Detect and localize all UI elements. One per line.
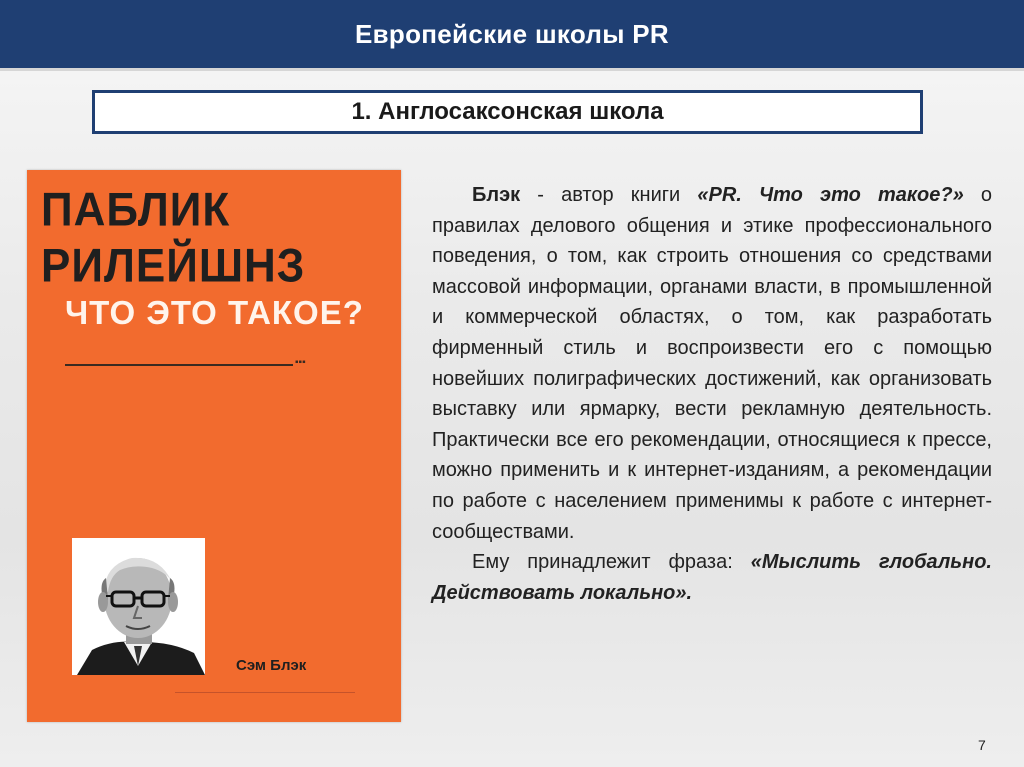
book-divider <box>65 364 293 366</box>
book-cover-image <box>27 170 401 722</box>
page-number: 7 <box>978 737 986 753</box>
author-portrait-drawing <box>72 538 205 675</box>
author-portrait <box>72 538 205 675</box>
slide-header <box>0 0 1024 71</box>
book-name: «PR. Что это такое?» <box>697 184 964 206</box>
book-author: Сэм Блэк <box>236 657 307 674</box>
book-title <box>41 180 305 292</box>
book-title-line-2: РИЛЕЙШНЗ <box>41 239 306 293</box>
book-divider-mark: ▪▪▪ <box>295 357 306 368</box>
paragraph-1 <box>432 180 992 547</box>
paragraph-1-dash: - автор книги <box>520 184 698 206</box>
book-bottom-line <box>175 692 355 693</box>
section-title-box <box>92 90 923 134</box>
section-title: 1. Англосаксонская школа <box>351 98 664 125</box>
famous-quote: «Мыслить глобально. Действовать локально». <box>432 551 992 604</box>
paragraph-1-body: о правилах делового общения и этике профессионального поведения, о том, как строить отношения со средствами массовой информации, органами власти, в промышленной и коммерческой областях, о том, как разработать фирменный стиль и воспроизвести его с помощью новейших полиграфических достижений, как организовать выставку или ярмарку, вести рекламную деятельность. Практически все его рекомендации, относящиеся к прессе, можно применить и к интернет-изданиям, а рекомендации по работе с населением применимы к работе с интернет-сообществами. <box>432 184 993 543</box>
slide-title: Европейские школы PR <box>354 18 669 49</box>
book-subtitle: ЧТО ЭТО ТАКОЕ? <box>65 294 364 331</box>
description-text <box>432 180 992 608</box>
author-name: Блэк <box>472 184 521 206</box>
paragraph-2-intro: Ему принадлежит фраза: <box>472 551 751 574</box>
book-title-line-1: ПАБЛИК <box>41 183 231 237</box>
paragraph-2 <box>432 547 992 608</box>
